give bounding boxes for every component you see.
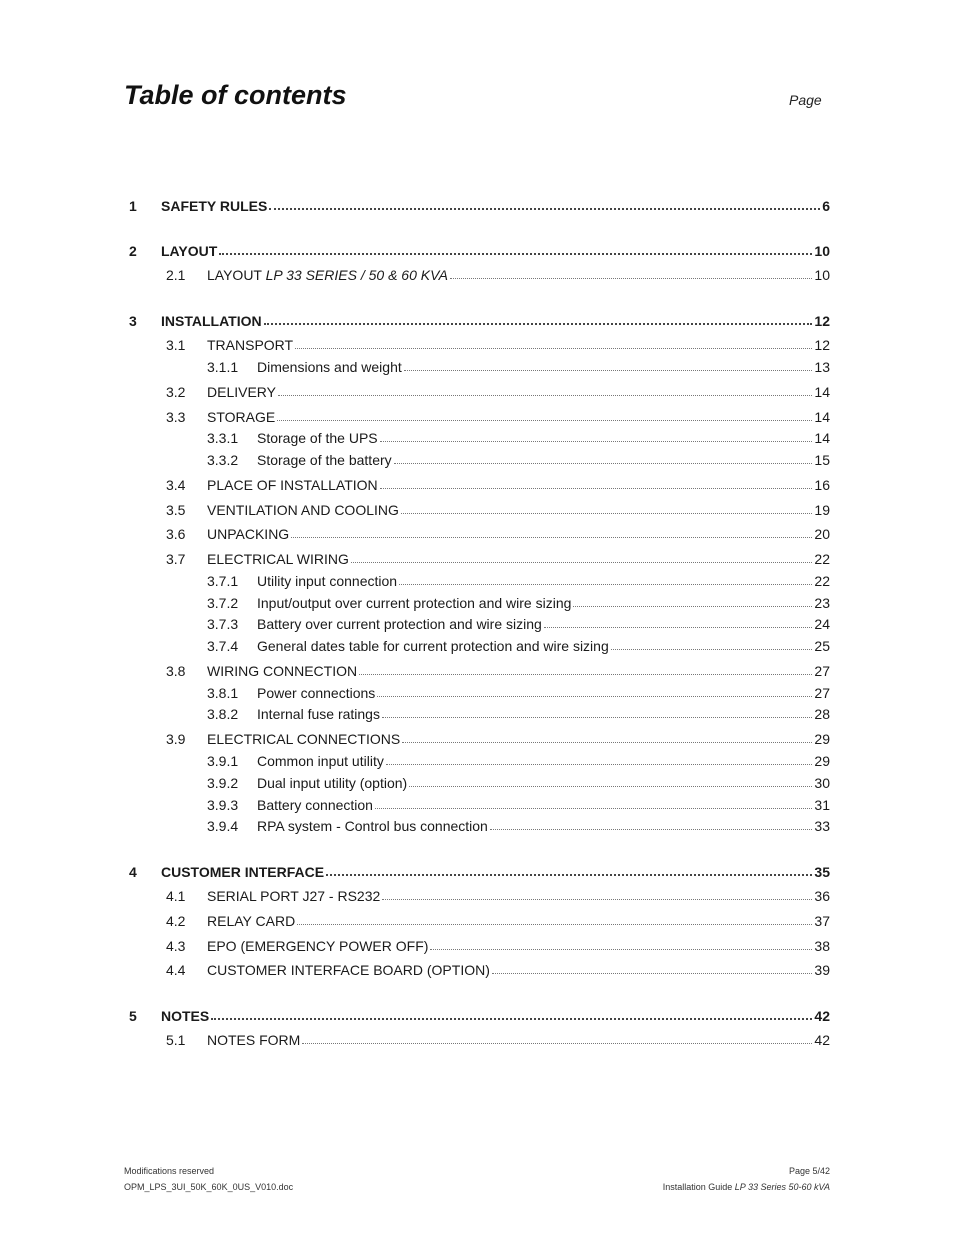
toc-entry-page: 22 [814, 573, 830, 589]
toc-entry-title [257, 616, 542, 632]
dot-leader [297, 924, 812, 925]
toc-entry-page: 10 [814, 243, 830, 259]
toc-entry-number: 2 [129, 243, 137, 259]
toc-entry-number: 3.9.2 [207, 775, 239, 791]
toc-entry-title-text: Battery connection [257, 797, 373, 813]
toc-entry-title [257, 430, 378, 446]
toc-entry-title [207, 962, 490, 978]
toc-entry-title-text: CUSTOMER INTERFACE BOARD (OPTION) [207, 962, 490, 978]
toc-entry-number: 4 [129, 864, 137, 880]
toc-entry[interactable] [0, 243, 954, 263]
footer-guide-title [663, 1182, 830, 1192]
dot-leader [375, 808, 812, 809]
toc-entry-number: 1 [129, 198, 137, 214]
toc-entry[interactable] [0, 198, 954, 218]
toc-entry[interactable] [0, 409, 954, 429]
toc-entry-number: 3.9.4 [207, 818, 239, 834]
toc-entry-title-text: INSTALLATION [161, 313, 262, 329]
footer-modifications: Modifications reserved [124, 1166, 215, 1176]
toc-entry-number: 3 [129, 313, 137, 329]
toc-entry-number: 4.4 [166, 962, 186, 978]
toc-entry-page: 42 [814, 1032, 830, 1048]
dot-leader [291, 537, 812, 538]
toc-entry[interactable] [0, 551, 954, 571]
toc-entry-page: 14 [814, 430, 830, 446]
toc-entry[interactable] [0, 430, 954, 450]
toc-entry-number: 3.7 [166, 551, 186, 567]
toc-entry-title-text: Common input utility [257, 753, 384, 769]
dot-leader [295, 348, 812, 349]
toc-entry[interactable] [0, 663, 954, 683]
toc-entry[interactable] [0, 913, 954, 933]
toc-entry-page: 30 [814, 775, 830, 791]
dot-leader [402, 742, 812, 743]
toc-entry-title [257, 359, 402, 375]
toc-entry-title [257, 685, 375, 701]
toc-entry-page: 27 [814, 685, 830, 701]
toc-entry-title-text: TRANSPORT [207, 337, 294, 353]
toc-entry-page: 37 [814, 913, 830, 929]
toc-entry-number: 3.5 [166, 502, 186, 518]
toc-entry[interactable] [0, 818, 954, 838]
dot-leader [544, 627, 813, 628]
toc-entry-title-text: DELIVERY [207, 384, 276, 400]
footer-guide-series: LP 33 Series 50-60 kVA [734, 1182, 830, 1192]
toc-entry-page: 27 [814, 663, 830, 679]
toc-entry-title [207, 409, 275, 425]
toc-entry-title-text: General dates table for current protection and wire sizing [257, 638, 609, 654]
toc-entry[interactable] [0, 797, 954, 817]
toc-entry-page: 39 [814, 962, 830, 978]
toc-entry-title-text: EPO (EMERGENCY POWER OFF) [207, 938, 429, 954]
toc-entry-title [161, 198, 267, 214]
toc-entry-title [207, 477, 378, 493]
dot-leader [377, 696, 812, 697]
dot-leader [382, 899, 812, 900]
toc-entry-title-text: Internal fuse ratings [257, 706, 380, 722]
toc-entry-title-text: CUSTOMER INTERFACE [161, 864, 325, 880]
toc-entry-page: 13 [814, 359, 830, 375]
toc-entry-page: 19 [814, 502, 830, 518]
dot-leader [573, 606, 812, 607]
dot-leader [219, 253, 812, 255]
toc-entry-title [257, 595, 571, 611]
toc-entry[interactable] [0, 616, 954, 636]
toc-entry-title-text: Dual input utility (option) [257, 775, 408, 791]
toc-entry-number: 5 [129, 1008, 137, 1024]
toc-entry[interactable] [0, 938, 954, 958]
toc-entry[interactable] [0, 313, 954, 333]
footer-guide-prefix: Installation Guide [662, 1182, 735, 1192]
toc-entry-title [207, 731, 400, 747]
dot-leader [450, 278, 812, 279]
toc-entry-title-text: LAYOUT [161, 243, 218, 259]
dot-leader [359, 674, 812, 675]
toc-entry-page: 16 [814, 477, 830, 493]
toc-entry-title-text: RPA system - Control bus connection [257, 818, 488, 834]
toc-entry-title [207, 913, 295, 929]
toc-entry[interactable] [0, 526, 954, 546]
toc-entry-page: 14 [814, 384, 830, 400]
toc-entry-title-text: STORAGE [207, 409, 276, 425]
dot-leader [380, 488, 813, 489]
toc-entry[interactable] [0, 477, 954, 497]
toc-entry-title [161, 243, 217, 259]
toc-entry-number: 3.6 [166, 526, 186, 542]
toc-entry[interactable] [0, 337, 954, 357]
toc-entry-page: 29 [814, 731, 830, 747]
toc-entry-title-text: Storage of the battery [257, 452, 392, 468]
toc-entry-number: 3.9.3 [207, 797, 239, 813]
toc-entry-number: 3.7.4 [207, 638, 239, 654]
toc-entry-number: 3.9.1 [207, 753, 239, 769]
toc-entry-number: 2.1 [166, 267, 186, 283]
toc-entry-title-text: Utility input connection [257, 573, 398, 589]
toc-entry-number: 3.3.1 [207, 430, 239, 446]
toc-entry-number: 5.1 [166, 1032, 186, 1048]
page-title: Table of contents [124, 80, 347, 110]
dot-leader [401, 513, 813, 514]
toc-entry-title-text: UNPACKING [207, 526, 290, 542]
toc-entry[interactable] [0, 595, 954, 615]
toc-entry-page: 14 [814, 409, 830, 425]
toc-entry-number: 4.3 [166, 938, 186, 954]
footer-filename: OPM_LPS_3UI_50K_60K_0US_V010.doc [124, 1182, 294, 1192]
toc-entry-page: 24 [814, 616, 830, 632]
toc-entry-title-text: Storage of the UPS [257, 430, 378, 446]
toc-entry[interactable] [0, 1032, 954, 1052]
toc-entry-number: 4.2 [166, 913, 186, 929]
toc-entry-page: 25 [814, 638, 830, 654]
dot-leader [490, 829, 813, 830]
toc-entry-title [257, 753, 384, 769]
toc-entry-title [257, 452, 392, 468]
dot-leader [404, 370, 813, 371]
toc-entry-page: 36 [814, 888, 830, 904]
toc-entry-number: 3.9 [166, 731, 186, 747]
toc-entry-title [257, 818, 488, 834]
toc-entry-page: 23 [814, 595, 830, 611]
toc-entry-title [161, 864, 324, 880]
toc-entry-title-text: SAFETY RULES [161, 198, 268, 214]
dot-leader [380, 441, 813, 442]
toc-entry-title-text: ELECTRICAL CONNECTIONS [207, 731, 401, 747]
dot-leader [386, 764, 813, 765]
toc-entry[interactable] [0, 384, 954, 404]
toc-entry-title-text: NOTES FORM [207, 1032, 301, 1048]
toc-entry-title [207, 888, 380, 904]
dot-leader [269, 208, 820, 210]
toc-entry-title [207, 502, 399, 518]
toc-entry[interactable] [0, 706, 954, 726]
toc-entry-title [207, 1032, 300, 1048]
dot-leader [302, 1043, 812, 1044]
toc-entry[interactable] [0, 731, 954, 751]
footer-page-number: Page 5/42 [788, 1166, 830, 1176]
toc-entry-title-text: WIRING CONNECTION [207, 663, 358, 679]
toc-entry-page: 12 [814, 313, 830, 329]
toc-entry-number: 3.8 [166, 663, 186, 679]
toc-entry-page: 28 [814, 706, 830, 722]
toc-entry-number: 3.7.3 [207, 616, 239, 632]
toc-entry-title-text: LAYOUT [207, 267, 262, 283]
dot-leader [492, 973, 813, 974]
toc-entry[interactable] [0, 864, 954, 884]
toc-entry-page: 29 [814, 753, 830, 769]
toc-entry-number: 3.1.1 [207, 359, 239, 375]
toc-entry[interactable] [0, 962, 954, 982]
toc-entry-title-text: Battery over current protection and wire sizing [257, 616, 542, 632]
toc-entry[interactable] [0, 753, 954, 773]
toc-entry-page: 22 [814, 551, 830, 567]
toc-entry-title [161, 313, 262, 329]
toc-entry-number: 3.2 [166, 384, 186, 400]
toc-entry-number: 3.4 [166, 477, 186, 493]
toc-entry-title [257, 797, 373, 813]
toc-entry-title [207, 267, 448, 283]
toc-entry-page: 31 [814, 797, 830, 813]
toc-entry[interactable] [0, 638, 954, 658]
toc-entry[interactable] [0, 359, 954, 379]
toc-entry-title-text: Power connections [257, 685, 376, 701]
toc-entry-title [207, 384, 276, 400]
toc-entry-number: 3.8.2 [207, 706, 239, 722]
toc-entry[interactable] [0, 1008, 954, 1028]
toc-entry-number: 3.3 [166, 409, 186, 425]
toc-entry-page: 33 [814, 818, 830, 834]
toc-entry-page: 38 [814, 938, 830, 954]
toc-entry-page: 20 [814, 526, 830, 542]
toc-entry-page: 42 [814, 1008, 830, 1024]
dot-leader [382, 717, 812, 718]
toc-entry[interactable] [0, 573, 954, 593]
dot-leader [394, 463, 813, 464]
dot-leader [278, 395, 812, 396]
toc-entry-title-text: ELECTRICAL WIRING [207, 551, 349, 567]
toc-entry-number: 3.7.1 [207, 573, 239, 589]
toc-entry-title [207, 526, 289, 542]
toc-entry-title [207, 337, 293, 353]
toc-entry-title [257, 573, 397, 589]
toc-entry-number: 4.1 [166, 888, 186, 904]
toc-entry-page: 10 [814, 267, 830, 283]
toc-entry-title [161, 1008, 209, 1024]
toc-entry-page: 6 [822, 198, 830, 214]
toc-entry-title-text: Dimensions and weight [257, 359, 402, 375]
toc-entry-number: 3.7.2 [207, 595, 239, 611]
toc-entry-title [207, 551, 349, 567]
toc-entry-number: 3.8.1 [207, 685, 239, 701]
toc-entry-title [257, 706, 380, 722]
toc-entry-number: 3.3.2 [207, 452, 239, 468]
toc-entry-title [257, 638, 609, 654]
toc-entry[interactable] [0, 888, 954, 908]
toc-entry[interactable] [0, 685, 954, 705]
toc-entry-number: 3.1 [166, 337, 186, 353]
toc-entry[interactable] [0, 502, 954, 522]
dot-leader [211, 1018, 812, 1020]
toc-entry-page: 15 [814, 452, 830, 468]
toc-entry-title-text: PLACE OF INSTALLATION [207, 477, 378, 493]
dot-leader [326, 874, 812, 876]
dot-leader [399, 584, 812, 585]
toc-entry-page: 35 [814, 864, 830, 880]
toc-entry-title [207, 938, 428, 954]
dot-leader [611, 649, 813, 650]
dot-leader [409, 786, 812, 787]
toc-entry-page: 12 [814, 337, 830, 353]
dot-leader [264, 323, 813, 325]
toc-entry[interactable] [0, 452, 954, 472]
page-column-label: Page [789, 92, 822, 108]
toc-entry-title-text: NOTES [161, 1008, 210, 1024]
toc-entry-title-text: RELAY CARD [207, 913, 296, 929]
dot-leader [351, 562, 813, 563]
dot-leader [277, 420, 812, 421]
toc-entry-title-text: VENTILATION AND COOLING [207, 502, 399, 518]
toc-entry-title-text: SERIAL PORT J27 - RS232 [207, 888, 381, 904]
toc-entry-title-italic: LP 33 SERIES / 50 & 60 KVA [265, 267, 448, 283]
dot-leader [430, 949, 812, 950]
toc-entry[interactable] [0, 775, 954, 795]
toc-entry-title-text: Input/output over current protection and wire sizing [257, 595, 572, 611]
toc-entry[interactable] [0, 267, 954, 287]
toc-entry-title [257, 775, 407, 791]
toc-entry-title [207, 663, 357, 679]
